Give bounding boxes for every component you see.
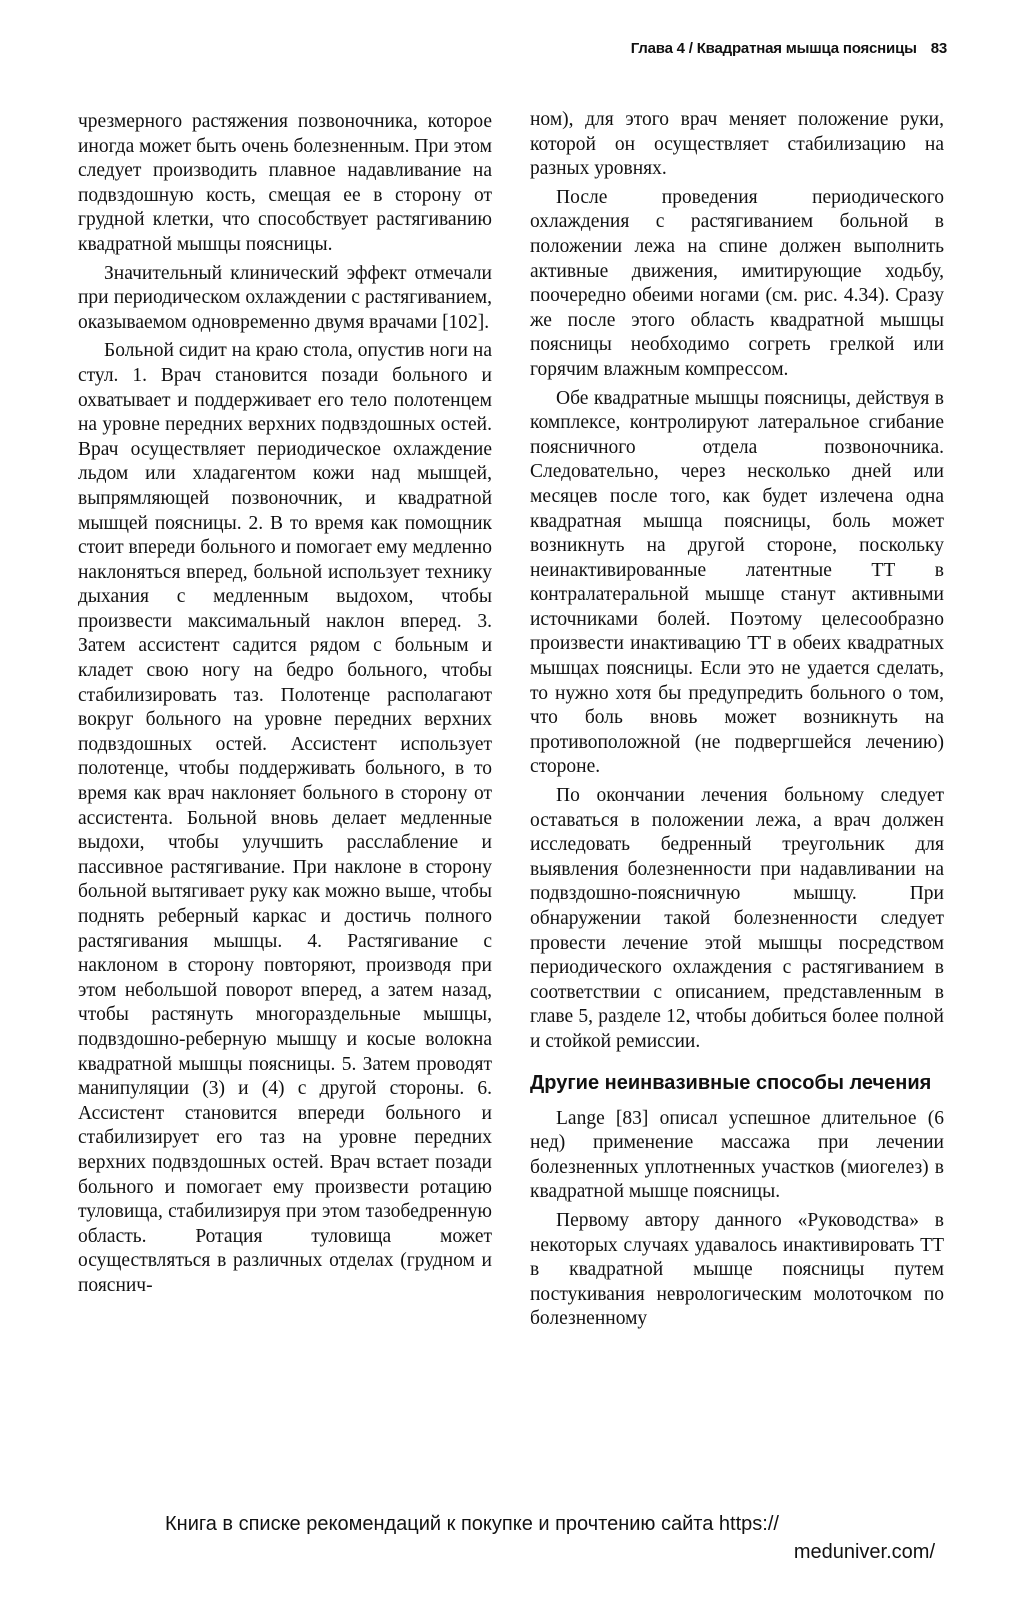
section-heading: Другие неинвазивные способы лечения — [530, 1071, 932, 1094]
paragraph: После проведения периодического охлаждения с растягиванием больной в положении лежа на спине должен выполнить активные движения, имитирующие ходьбу, поочередно обеими ногами (см. рис. 4.34). Сразу же после этого область квадратной мышцы поясницы необходимо согреть грелкой или горячим влажным компрессом. — [530, 186, 944, 380]
paragraph: Первому автору данного «Руководства» в некоторых случаях удавалось инактивировать ТТ в квадратной мышце поясницы путем постукивания неврологическим молоточком по болезненному — [530, 1209, 944, 1330]
paragraph: Обе квадратные мышцы поясницы, действуя в комплексе, контролируют латеральное сгибание поясничного отдела позвоночника. Следовательно, через несколько дней или месяцев после того, как будет излечена одна квадратная мышца поясницы, боль может возникнуть на другой стороне, поскольку неинактивированные латентные ТТ в контралатеральной мышце станут активными источниками болей. Поэтому целесообразно произвести инактивацию ТТ в обеих квадратных мышцах поясницы. Если это не удается сделать, то нужно хотя бы предупредить больного о том, что боль вновь может возникнуть на противоположной (не подвергшейся лечению) стороне. — [530, 387, 944, 778]
running-header — [631, 40, 947, 57]
left-column — [78, 110, 492, 1303]
right-column — [530, 108, 944, 1336]
paragraph: По окончании лечения больному следует оставаться в положении лежа, а врач должен исследовать бедренный треугольник для выявления болезненности при надавливании на подвздошно-поясничную мышцу. При обнаружении такой болезненности следует провести лечение этой мышцы посредством периодического охлаждения с растягиванием в соответствии с описанием, представленным в главе 5, разделе 12, чтобы добиться более полной и стойкой ремиссии. — [530, 785, 944, 1052]
paragraph: Больной сидит на краю стола, опустив ноги на стул. 1. Врач становится позади больного и охватывает и поддерживает его тело полотенцем на уровне передних верхних подвздошных остей. Врач осуществляет периодическое охлаждение льдом или хладагентом кожи над мышцей, выпрямляющей позвоночник, и квадратной мышцей поясницы. 2. В то время как помощник стоит впереди больного и помогает ему медленно наклоняться вперед, больной использует технику дыхания с медленным выдохом, чтобы произвести максимальный наклон вперед. 3. Затем ассистент садится рядом с больным и кладет свою ногу на бедро больного, чтобы стабилизировать таз. Полотенце располагают вокруг больного на уровне передних верхних подвздошных остей. Ассистент использует полотенце, чтобы поддерживать больного, в то время как врач наклоняет больного в сторону от ассистента. Больной вновь делает медленные выдохи, чтобы улучшить расслабление и пассивное растягивание. При наклоне в сторону больной вытягивает руку как можно выше, чтобы поднять реберный каркас и достичь полного растягивания мышцы. 4. Растягивание с наклоном в сторону повторяют, производя при этом небольшой поворот вперед, а затем назад, чтобы растянуть многораздельные мышцы, подвздошно-реберную мышцу и косые волокна квадратной мышцы поясницы. 5. Затем проводят манипуляции (3) и (4) с другой стороны. 6. Ассистент становится впереди больного и стабилизирует его таз на уровне передних верхних подвздошных остей. Врач встает позади больного и помогает ему произвести ротацию туловища, стабилизируя при этом тазобедренную область. Ротация туловища может осуществляться в различных отделах (грудном и пояснич- — [78, 340, 492, 1296]
paragraph: Значительный клинический эффект отмечали при периодическом охлаждении с растягиванием, оказываемом одновременно двумя врачами [102]. — [78, 262, 492, 333]
paragraph: чрезмерного растяжения позвоночника, которое иногда может быть очень болезненным. При этом следует производить плавное надавливание на подвздошную кость, смещая ее в сторону от грудной клетки, что способствует растягиванию квадратной мышцы поясницы. — [78, 111, 492, 255]
footer-line-1: Книга в списке рекомендаций к покупке и прочтению сайта https:// — [165, 1513, 779, 1535]
paragraph: Lange [83] описал успешное длительное (6 нед) применение массажа при лечении болезненных уплотненных участков (миогелез) в квадратной мышце поясницы. — [530, 1107, 944, 1203]
chapter-title: Глава 4 / Квадратная мышца поясницы — [630, 40, 917, 57]
footer-line-2: meduniver.com/ — [793, 1541, 935, 1563]
page-number: 83 — [930, 40, 947, 57]
watermark-footer — [165, 1510, 935, 1566]
paragraph: ном), для этого врач меняет положение руки, которой он осуществляет стабилизацию на разных уровнях. — [530, 109, 944, 180]
